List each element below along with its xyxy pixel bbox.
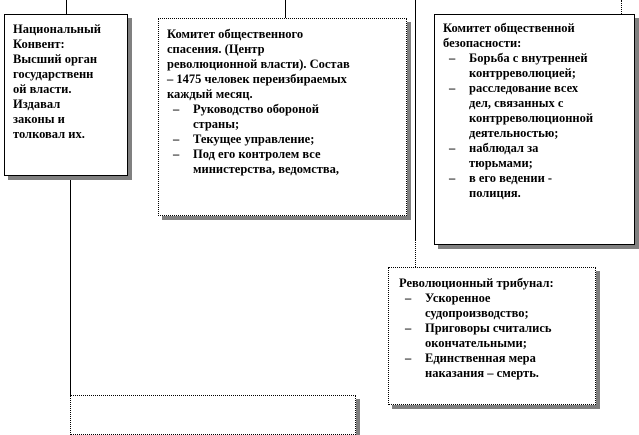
committee-public-safety-box: [158, 18, 407, 216]
list-item: – наблюдал за тюрьмами;: [443, 141, 626, 171]
connector-top-right: [415, 0, 416, 239]
tribunal-list: [399, 291, 589, 381]
connector-left-down: [70, 180, 71, 395]
connector-top-left: [66, 0, 67, 14]
convention-text: Национальный Конвент: Высший орган государственн ой власти. Издавал законы и толковал их.: [13, 22, 101, 141]
list-item: – Единственная мера наказания – смерть.: [399, 351, 589, 381]
list-item: – Приговоры считались окончательными;: [399, 321, 589, 351]
cgs-list: [443, 51, 626, 201]
cps-intro: Комитет общественного спасения. (Центр революционной власти). Состав – 1475 человек переизбираемых каждый месяц.: [167, 27, 350, 101]
tribunal-intro: Революционный трибунал:: [399, 276, 554, 290]
cgs-intro: Комитет общественной безопасности:: [443, 21, 575, 50]
list-item: – Борьба с внутренней контрреволюцией;: [443, 51, 626, 81]
connector-tribunal: [415, 239, 416, 267]
list-item: – расследование всех дел, связанных с контрреволюционной деятельностью;: [443, 81, 626, 141]
cps-list: [167, 102, 396, 177]
list-item: – Ускоренное судопроизводство;: [399, 291, 589, 321]
national-convention-box: [4, 14, 128, 176]
revolutionary-tribunal-box: [388, 267, 596, 405]
list-item: – Текущее управление;: [167, 132, 396, 147]
connector-top-center: [285, 0, 286, 18]
list-item: – Руководство обороной страны;: [167, 102, 396, 132]
list-item: – Под его контролем все министерства, ведомства,: [167, 147, 396, 177]
committee-general-security-box: [434, 14, 635, 245]
list-item: – в его ведении - полиция.: [443, 171, 626, 201]
connector-right-down: [621, 0, 622, 14]
bottom-box-partial: [70, 395, 356, 435]
